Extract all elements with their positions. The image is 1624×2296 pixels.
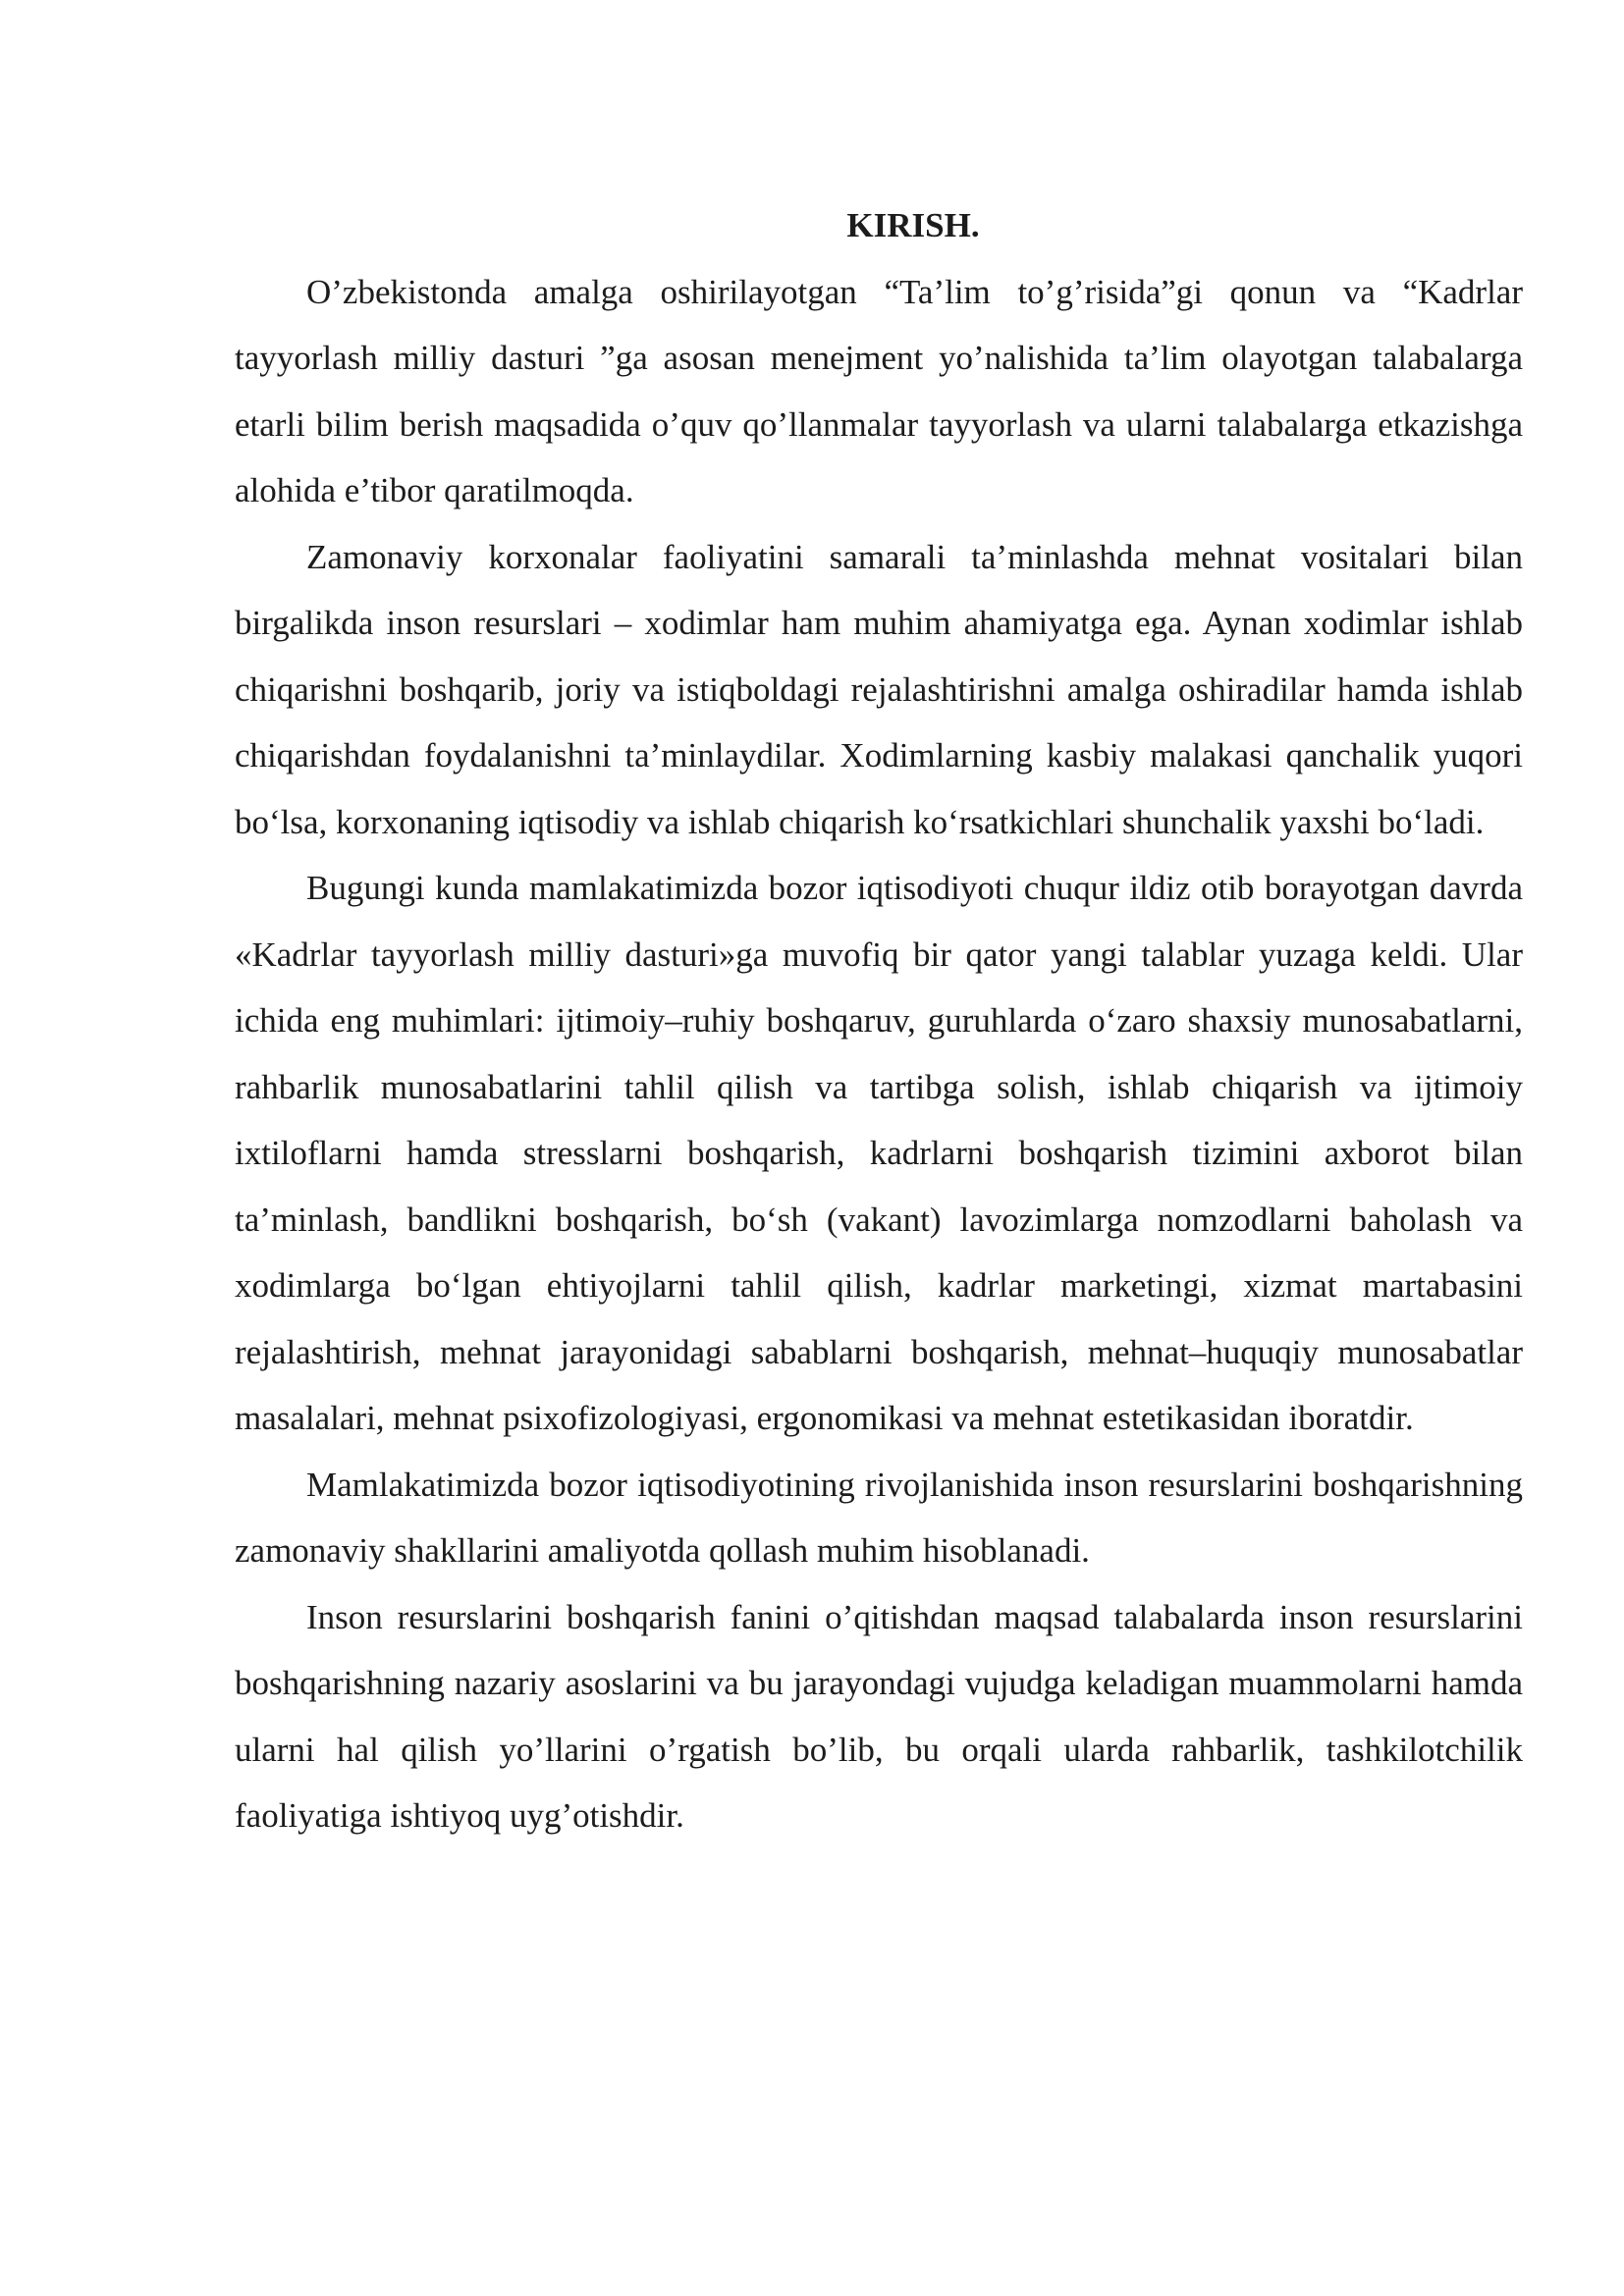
- paragraph-5: Inson resurslarini boshqarish fanini o’qitishdan maqsad talabalarda inson resurslarini boshqarishning nazariy asoslarini va bu jarayondagi vujudga keladigan muammolarni hamda ularni hal qilish yo’llarini o’rgatish bo’lib, bu orqali ularda rahbarlik, tashkilotchilik faoliyatiga ishtiyoq uyg’otishdir.: [235, 1597, 1523, 1835]
- page-title: KIRISH.: [846, 206, 980, 244]
- paragraph-4: Mamlakatimizda bozor iqtisodiyotining rivojlanishida inson resurslarini boshqarishning zamonaviy shakllarini amaliyotda qollash muhim hisoblanadi.: [235, 1465, 1523, 1570]
- paragraph-1: O’zbekistonda amalga oshirilayotgan “Ta’lim to’g’risida”gi qonun va “Kadrlar tayyorlash milliy dasturi ”ga asosan menejment yo’nalishida ta’lim olayotgan talabalarga etarli bilim berish maqsadida o’quv qo’llanmalar tayyorlash va ularni talabalarga etkazishga alohida e’tibor qaratilmoqda.: [235, 272, 1523, 509]
- paragraph-2: Zamonaviy korxonalar faoliyatini samarali ta’minlashda mehnat vositalari bilan birgalikda inson resurslari – xodimlar ham muhim ahamiyatga ega. Aynan xodimlar ishlab chiqarishni boshqarib, joriy va istiqboldagi rejalashtirishni amalga oshiradilar hamda ishlab chiqarishdan foydalanishni ta’minlaydilar. Xodimlarning kasbiy malakasi qanchalik yuqori bo‘lsa, korxonaning iqtisodiy va ishlab chiqarish ko‘rsatkichlari shunchalik yaxshi bo‘ladi.: [235, 537, 1523, 841]
- paragraph-3: Bugungi kunda mamlakatimizda bozor iqtisodiyoti chuqur ildiz otib borayotgan davrda «Kadrlar tayyorlash milliy dasturi»ga muvofiq bir qator yangi talablar yuzaga keldi. Ular ichida eng muhimlari: ijtimoiy–ruhiy boshqaruv, guruhlarda o‘zaro shaxsiy munosabatlarni, rahbarlik munosabatlarini tahlil qilish va tartibga solish, ishlab chiqarish va ijtimoiy ixtiloflarni hamda stresslarni boshqarish, kadrlarni boshqarish tizimini axborot bilan ta’minlash, bandlikni boshqarish, bo‘sh (vakant) lavozimlarga nomzodlarni baholash va xodimlarga bo‘lgan ehtiyojlarni tahlil qilish, kadrlar marketingi, xizmat martabasini rejalashtirish, mehnat jarayonidagi sabablarni boshqarish, mehnat–huquqiy munosabatlar masalalari, mehnat psixofizologiyasi, ergonomikasi va mehnat estetikasidan iboratdir.: [235, 869, 1523, 1437]
- document-body: [235, 192, 1523, 1849]
